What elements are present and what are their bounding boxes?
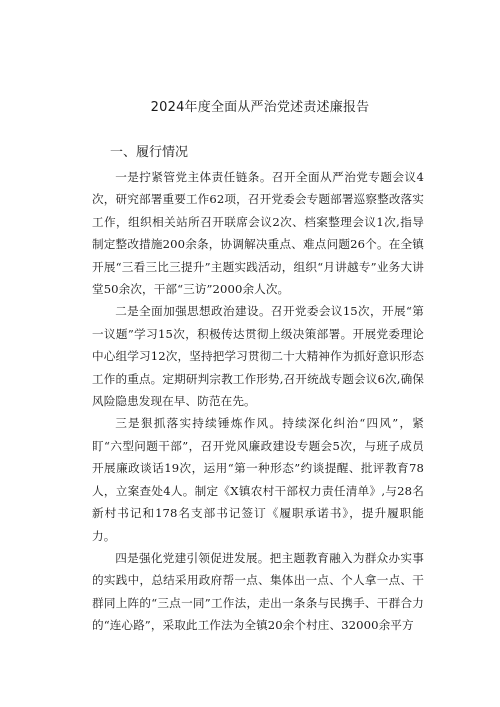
paragraph-1: 一是拧紧管党主体责任链条。召开全面从严治党专题会议4次，研究部署重要工作62项，召开党委会专题部署巡察整改落实工作，组织相关站所召开联席会议2次、档案整理会议1次,指导制定整改措施200余条，协调解决重点、难点问题26个。在全镇开展“三看三比三提升”主题实践活动，组织“月讲越专”业务大讲堂50余次，干部“三访”2000余人次。 [92,170,424,297]
paragraph-4: 四是强化党建引领促进发展。把主题教育融入为群众办实事的实践中，总结采用政府帮一点、集体出一点、个人拿一点、干群同上阵的“三点一同”工作法，走出一条条与民携手、干群合力的“连心路”，采取此工作法为全镇20余个村庄、32000余平方 [92,550,424,633]
paragraph-3: 三是狠抓落实持续锤炼作风。持续深化纠治“四风”，紧盯“六型问题干部”，召开党风廉政建设专题会5次，与班子成员开展廉政谈话19次，运用“第一种形态”约谈提醒、批评教育78人，立案查处4人。制定《X镇农村干部权力责任清单》,与28名新村书记和178名支部书记签订《履职承诺书》，提升履职能力。 [92,416,424,543]
document-title: 2024年度全面从严治党述责述廉报告 [150,100,370,115]
section-heading: 一、履行情况 [110,145,189,160]
paragraph-2: 二是全面加强思想政治建设。召开党委会议15次，开展“第一议题”学习15次，积极传达贯彻上级决策部署。开展党委理论中心组学习12次，坚持把学习贯彻二十大精神作为抓好意识形态工作的重点。定期研判宗教工作形势,召开统战专题会议6次,确保风险隐患发现在早、防范在先。 [92,304,424,409]
